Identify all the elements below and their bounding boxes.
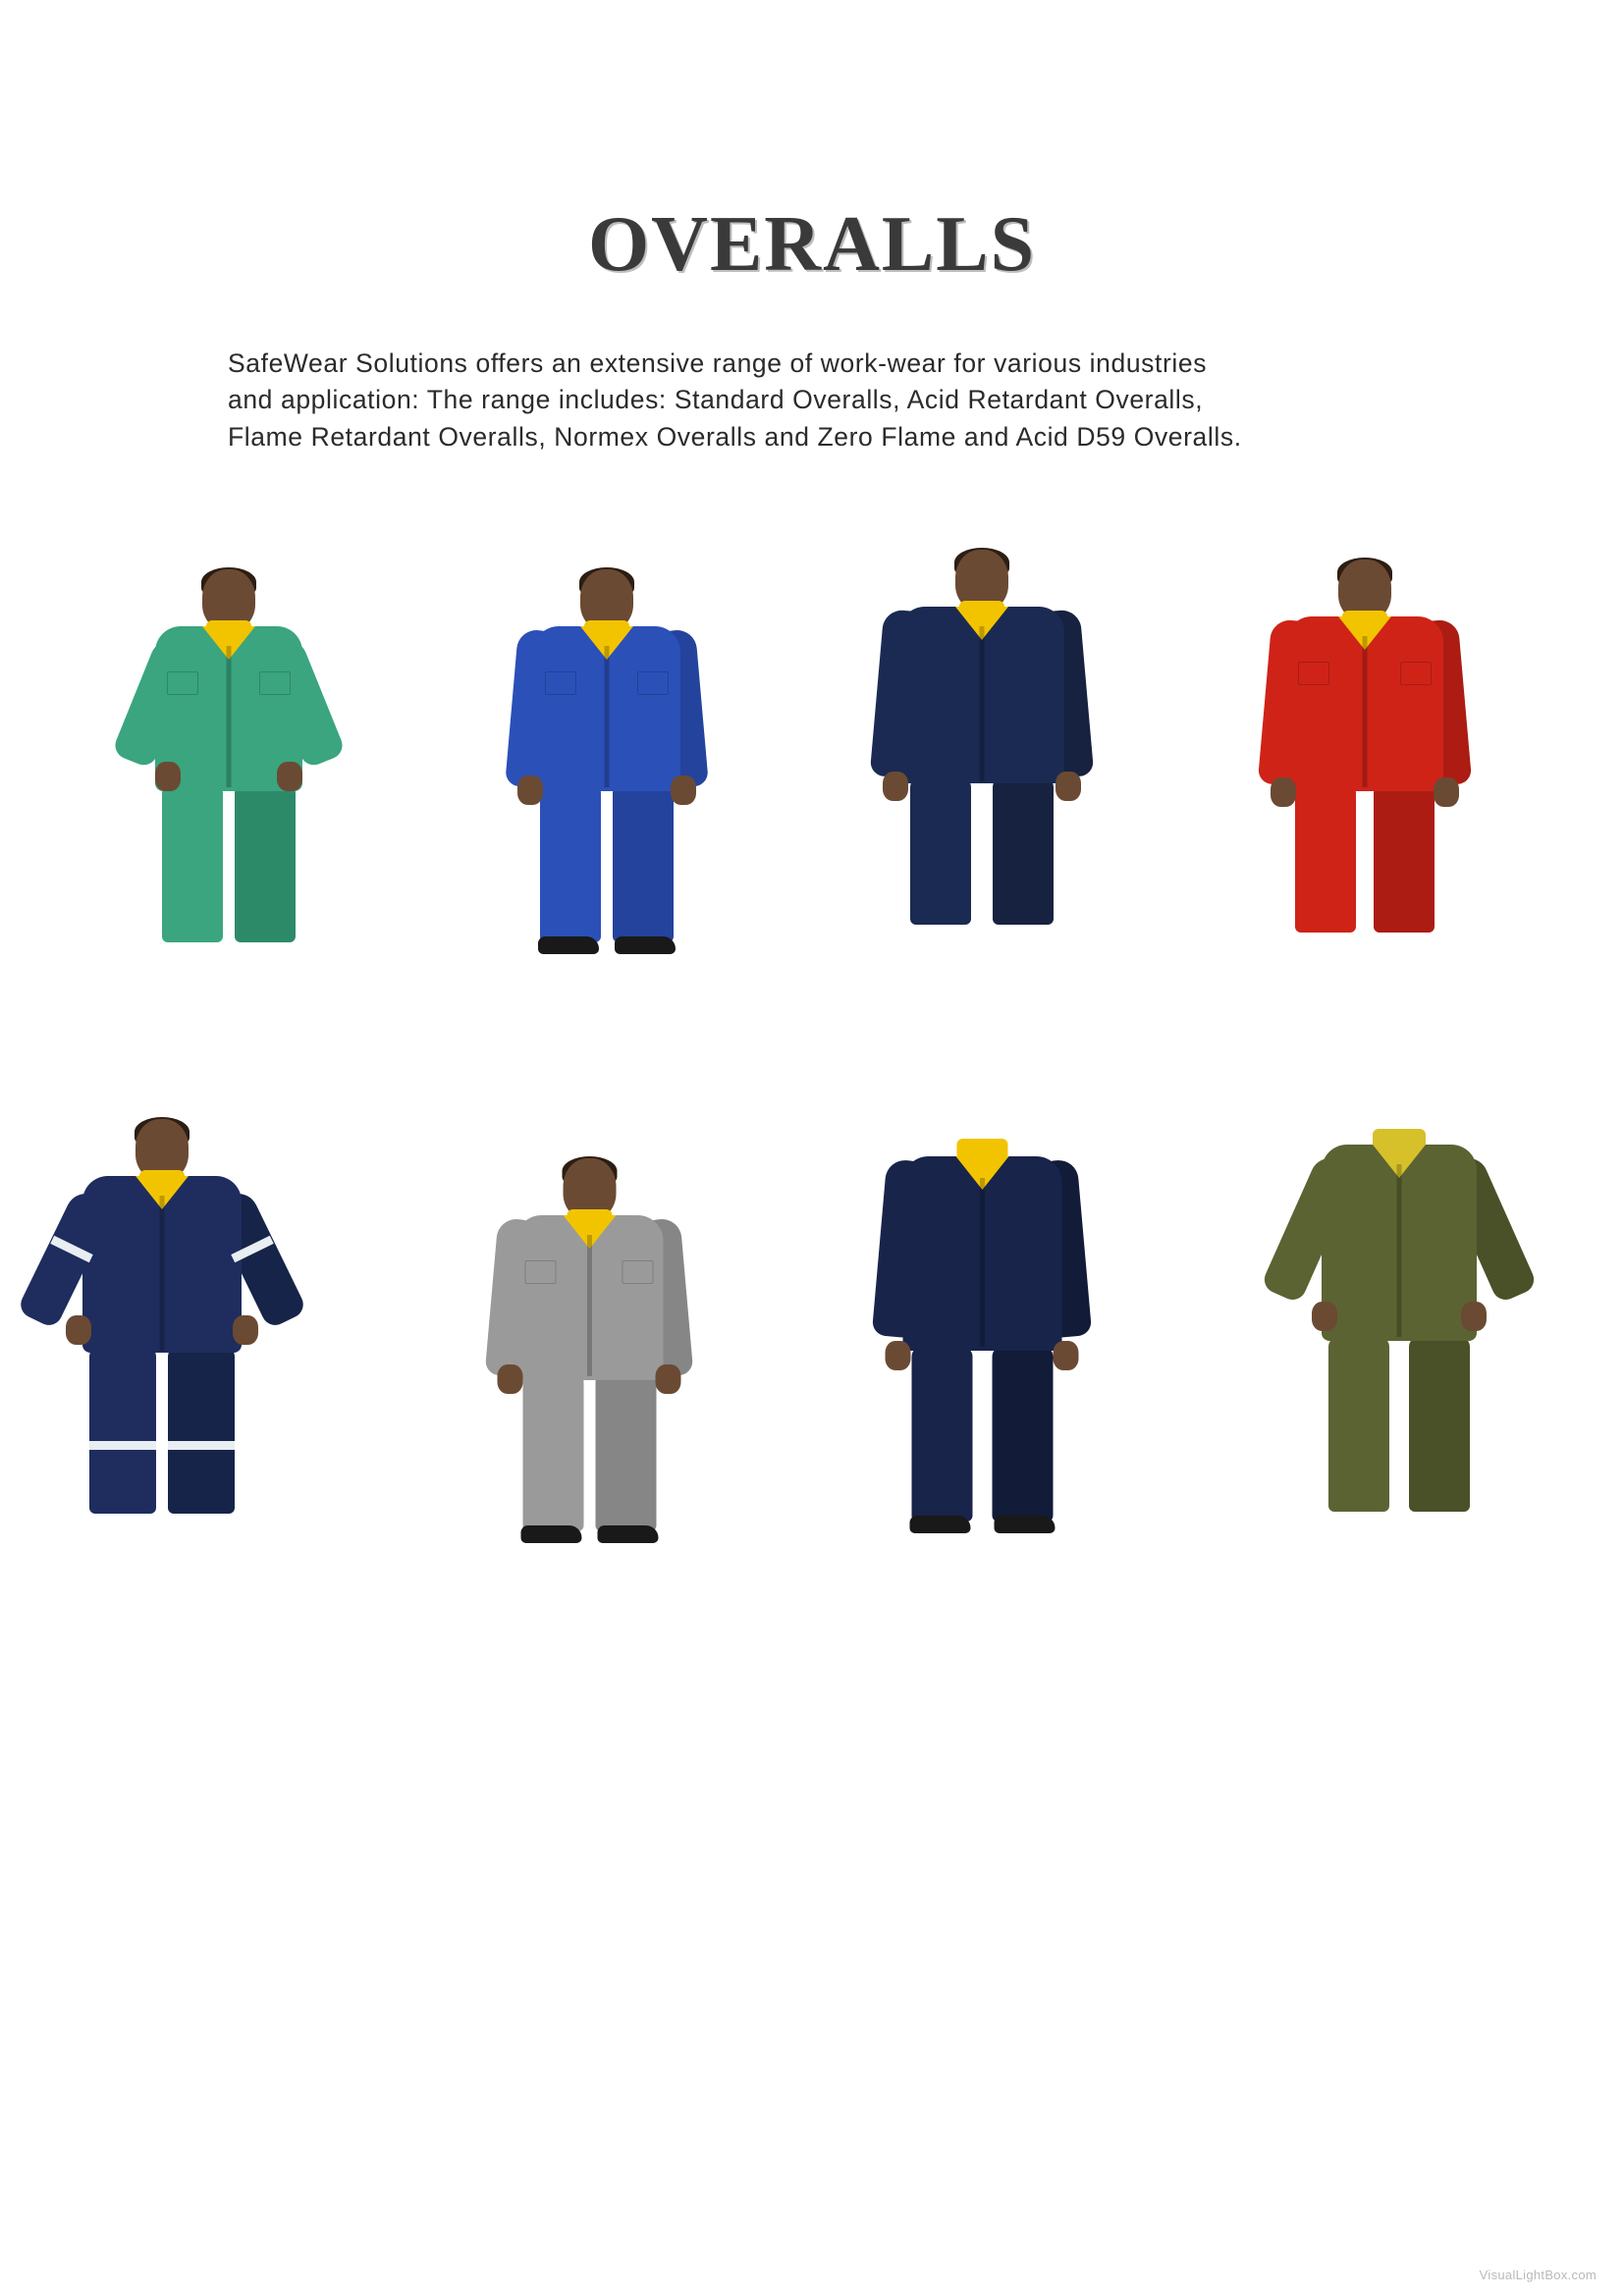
left-leg	[162, 783, 223, 942]
left-leg	[1328, 1337, 1389, 1512]
chest-pocket-left	[525, 1260, 557, 1284]
chest-pocket-right	[259, 671, 291, 695]
button-placket	[587, 1235, 592, 1376]
right-leg	[993, 777, 1054, 925]
gallery-item-royal-blue-overall[interactable]	[464, 550, 749, 962]
dark-navy-jacket-overall-image	[872, 1139, 1093, 1551]
grey-overall-image	[484, 1158, 695, 1561]
trousers	[520, 1372, 658, 1531]
chest-pocket-left	[1298, 662, 1329, 685]
zipper-placket	[1397, 1164, 1402, 1337]
left-leg	[540, 783, 601, 942]
left-leg	[89, 1347, 156, 1514]
intro-paragraph: SafeWear Solutions offers an extensive range of work-wear for various industries and application: The range includes: Standard Overalls, Acid Retardant Overalls, Flame Retardant Overalls, Normex Overalls and Zero Flame and Acid D59 Overalls.	[228, 347, 1242, 452]
chest-pocket-left	[545, 671, 576, 695]
trousers	[87, 1347, 237, 1514]
right-leg	[1374, 783, 1435, 933]
right-leg	[168, 1347, 235, 1514]
left-hand	[155, 762, 181, 791]
red-overall-image	[1257, 560, 1473, 952]
right-hand	[671, 775, 696, 805]
left-hand	[886, 1341, 911, 1370]
left-shoe	[909, 1516, 970, 1533]
button-placket	[980, 626, 985, 781]
right-hand	[1461, 1302, 1487, 1331]
left-hand	[1312, 1302, 1337, 1331]
zipper-placket	[980, 1178, 985, 1347]
gallery-row-2	[0, 1119, 1624, 1688]
left-hand	[498, 1364, 523, 1394]
right-hand	[277, 762, 302, 791]
chest-pocket-left	[167, 671, 198, 695]
trousers	[1293, 783, 1436, 933]
left-leg	[522, 1372, 583, 1531]
right-shoe	[615, 936, 676, 954]
chest-pocket-right	[1400, 662, 1432, 685]
gallery-item-navy-reflective-overall[interactable]	[20, 1129, 304, 1541]
page-title: OVERALLS	[587, 200, 1037, 288]
navy-reflective-overall-image	[44, 1119, 280, 1541]
right-hand	[1054, 1341, 1079, 1370]
gallery-item-green-overall[interactable]	[86, 550, 371, 962]
right-hand	[656, 1364, 681, 1394]
right-hand	[1434, 777, 1459, 807]
left-leg	[1295, 783, 1356, 933]
gallery-item-grey-overall[interactable]	[447, 1148, 731, 1561]
reflective-band-left-leg	[89, 1441, 156, 1450]
right-leg	[613, 783, 674, 942]
left-shoe	[520, 1525, 581, 1543]
right-shoe	[597, 1525, 658, 1543]
reflective-band-right-leg	[168, 1441, 235, 1450]
right-leg	[992, 1347, 1053, 1522]
gallery-item-navy-overall[interactable]	[839, 530, 1124, 942]
gallery-item-red-overall[interactable]	[1222, 540, 1507, 952]
button-placket	[605, 646, 610, 787]
left-hand	[883, 772, 908, 801]
left-hand	[1271, 777, 1296, 807]
right-leg	[595, 1372, 656, 1531]
navy-overall-image	[869, 550, 1095, 942]
trousers	[160, 783, 298, 942]
green-overall-image	[126, 569, 332, 962]
right-hand	[233, 1315, 258, 1345]
overalls-gallery	[0, 550, 1624, 1688]
right-shoe	[994, 1516, 1055, 1533]
button-placket	[227, 646, 232, 787]
button-placket	[1363, 636, 1368, 787]
trousers	[908, 777, 1056, 925]
right-leg	[235, 783, 296, 942]
gallery-item-olive-boiler-suit[interactable]	[1257, 1109, 1542, 1522]
trousers	[909, 1347, 1055, 1522]
gallery-item-dark-navy-jacket-overall[interactable]	[839, 1139, 1124, 1551]
royal-blue-overall-image	[504, 569, 710, 962]
trousers	[538, 783, 676, 942]
left-leg	[911, 1347, 972, 1522]
left-shoe	[538, 936, 599, 954]
left-leg	[910, 777, 971, 925]
watermark-text: VisualLightBox.com	[1479, 2268, 1597, 2282]
olive-boiler-suit-image	[1286, 1129, 1512, 1522]
button-placket	[160, 1196, 165, 1351]
gallery-row-1	[0, 550, 1624, 1119]
chest-pocket-right	[637, 671, 669, 695]
right-leg	[1409, 1337, 1470, 1512]
right-hand	[1056, 772, 1081, 801]
chest-pocket-right	[623, 1260, 654, 1284]
left-hand	[517, 775, 543, 805]
trousers	[1326, 1337, 1472, 1512]
left-hand	[66, 1315, 91, 1345]
